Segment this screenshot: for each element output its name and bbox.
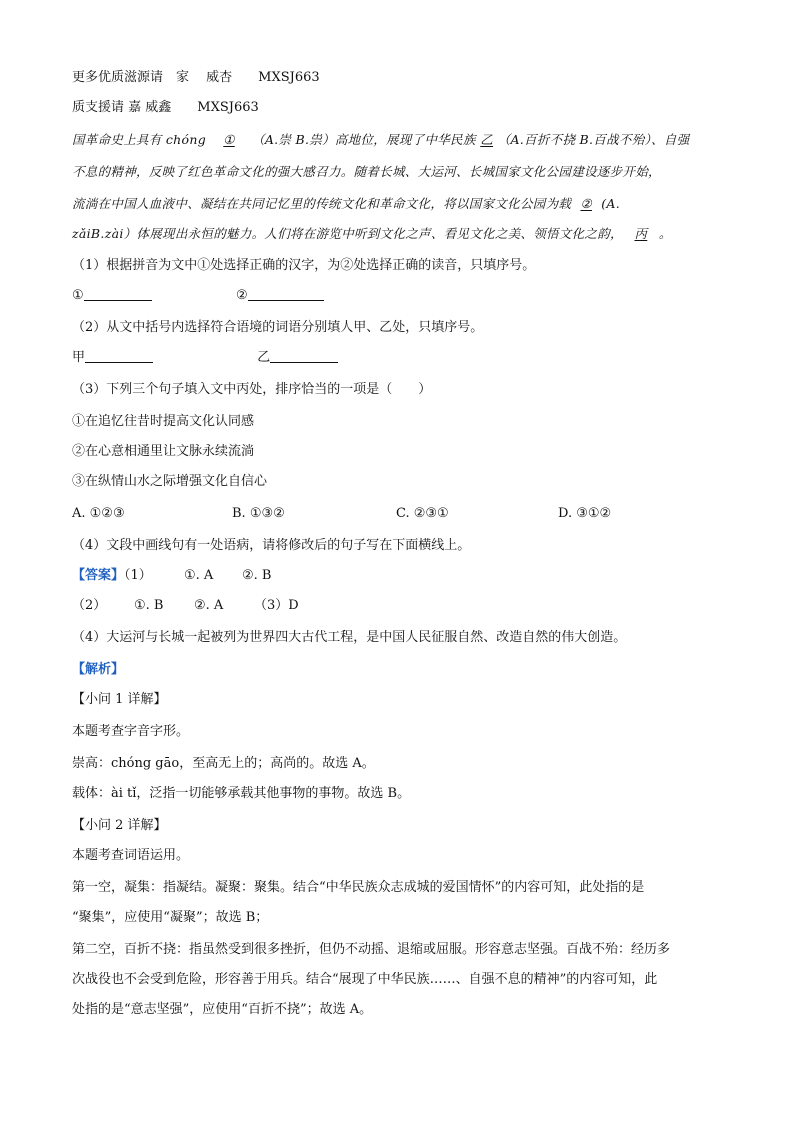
answer-tag: 【答案】 [72,568,125,583]
question-2-blanks [72,348,338,368]
answer-row-2 [72,596,732,616]
answer-2-2: ②. A [194,598,224,613]
passage-text: zǎiB.zài）体展现出永恒的魅力。人们将在游览中听到文化之声、看见文化之美、领悟文化之韵， [72,226,623,241]
blank-label: 甲 [72,350,86,365]
option-b[interactable]: B. ①③② [232,506,285,521]
sentence-3: ③在纵情山水之际增强文化自信心 [72,474,268,489]
answer-blank[interactable] [84,286,152,301]
question-3: （3）下列三个句子填入文中丙处，排序恰当的一项是（ ） [72,382,432,397]
blank-label: 乙 [257,350,271,365]
answer-blank[interactable] [85,348,153,363]
passage-text: 流淌在中国人血液中、凝结在共同记忆里的传统文化和革命文化，将以国家文化公园为载 [72,196,572,211]
answer-text: （1） [124,568,152,583]
passage-text: 国革命史上具有 chóng [72,132,207,147]
header-line-1: 更多优质滋源请 家 威杏 MXSJ663 [72,70,320,85]
blank-1: ① [223,132,235,147]
passage-line-4 [72,224,672,244]
blank-bing: 丙 [634,226,648,241]
passage-line-1 [72,130,689,150]
blank-label: ② [235,288,248,303]
option-c[interactable]: C. ②③① [396,506,449,521]
sentence-1: ①在追忆往昔时提高文化认同感 [72,414,255,429]
analysis-tag: 【解析】 [72,662,125,677]
answer-3: （3）D [254,598,299,613]
option-d[interactable]: D. ③①② [558,506,612,521]
answer-row-1 [72,566,732,586]
answer-2-1: ①. B [134,598,164,613]
question-2: （2）从文中括号内选择符合语境的词语分别填人甲、乙处，只填序号。 [72,320,484,335]
passage-text: (A. [601,196,620,211]
analysis-text: 崇高：chóng gāo，至高无上的；高尚的。故选 A。 [72,756,375,771]
blank-2: ② [580,196,592,211]
option-a[interactable]: A. ①②③ [72,506,125,521]
passage-line-3 [72,194,620,214]
blank-yi: 乙 [480,132,494,147]
subquestion-2-heading: 【小问 2 详解】 [72,818,167,833]
question-4: （4）文段中画线句有一处语病，请将修改后的句子写在下面横线上。 [72,538,471,553]
answer-blank[interactable] [248,286,324,301]
question-1-blanks [72,286,324,306]
analysis-text: 第二空，百折不挠：指虽然受到很多挫折，但仍不动摇、退缩或屈服。形容意志坚强。百战不殆：经历多 [72,942,671,957]
analysis-text: 载体：ài tǐ，泛指一切能够承载其他事物的事物。故选 B。 [72,786,411,801]
analysis-text: 本题考查字音字形。 [72,724,190,739]
analysis-text: 处指的是“意志坚强”，应使用“百折不挠”；故选 A。 [72,1002,373,1017]
answer-1-2: ②. B [242,568,272,583]
analysis-text: 次战役也不会受到危险，形容善于用兵。结合“展现了中华民族……、自强不息的精神”的内容可知，此 [72,972,658,987]
subquestion-1-heading: 【小问 1 详解】 [72,692,167,707]
analysis-text: “聚集”，应使用“凝聚”；故选 B； [72,910,269,925]
question-1: （1）根据拼音为文中①处选择正确的汉字，为②处选择正确的读音，只填序号。 [72,258,536,273]
passage-line-2: 不息的精神，反映了红色革命文化的强大感召力。随着长城、大运河、长城国家文化公园建设逐步开始， [72,164,661,179]
answer-1-1: ①. A [184,568,214,583]
answer-blank[interactable] [270,348,338,363]
blank-label: ① [72,288,84,303]
answer-row-3: （4）大运河与长城一起被列为世界四大古代工程，是中国人民征服自然、改造自然的伟大创造。 [72,630,627,645]
sentence-2: ②在心意相通里让文脉永续流淌 [72,444,255,459]
passage-text: （A.百折不挠 B.百战不殆）、自强 [497,132,690,147]
passage-text: 。 [658,226,672,241]
answer-text: （2） [72,598,107,613]
analysis-text: 本题考查词语运用。 [72,848,190,863]
header-line-2: 质支援请 嘉 威鑫 MXSJ663 [72,100,259,115]
analysis-text: 第一空，凝集：指凝结。凝聚：聚集。结合“中华民族众志成城的爱国情怀”的内容可知，此处指的是 [72,880,645,895]
passage-text: （A.崇 B.祟）高地位，展现了中华民族 [252,132,476,147]
